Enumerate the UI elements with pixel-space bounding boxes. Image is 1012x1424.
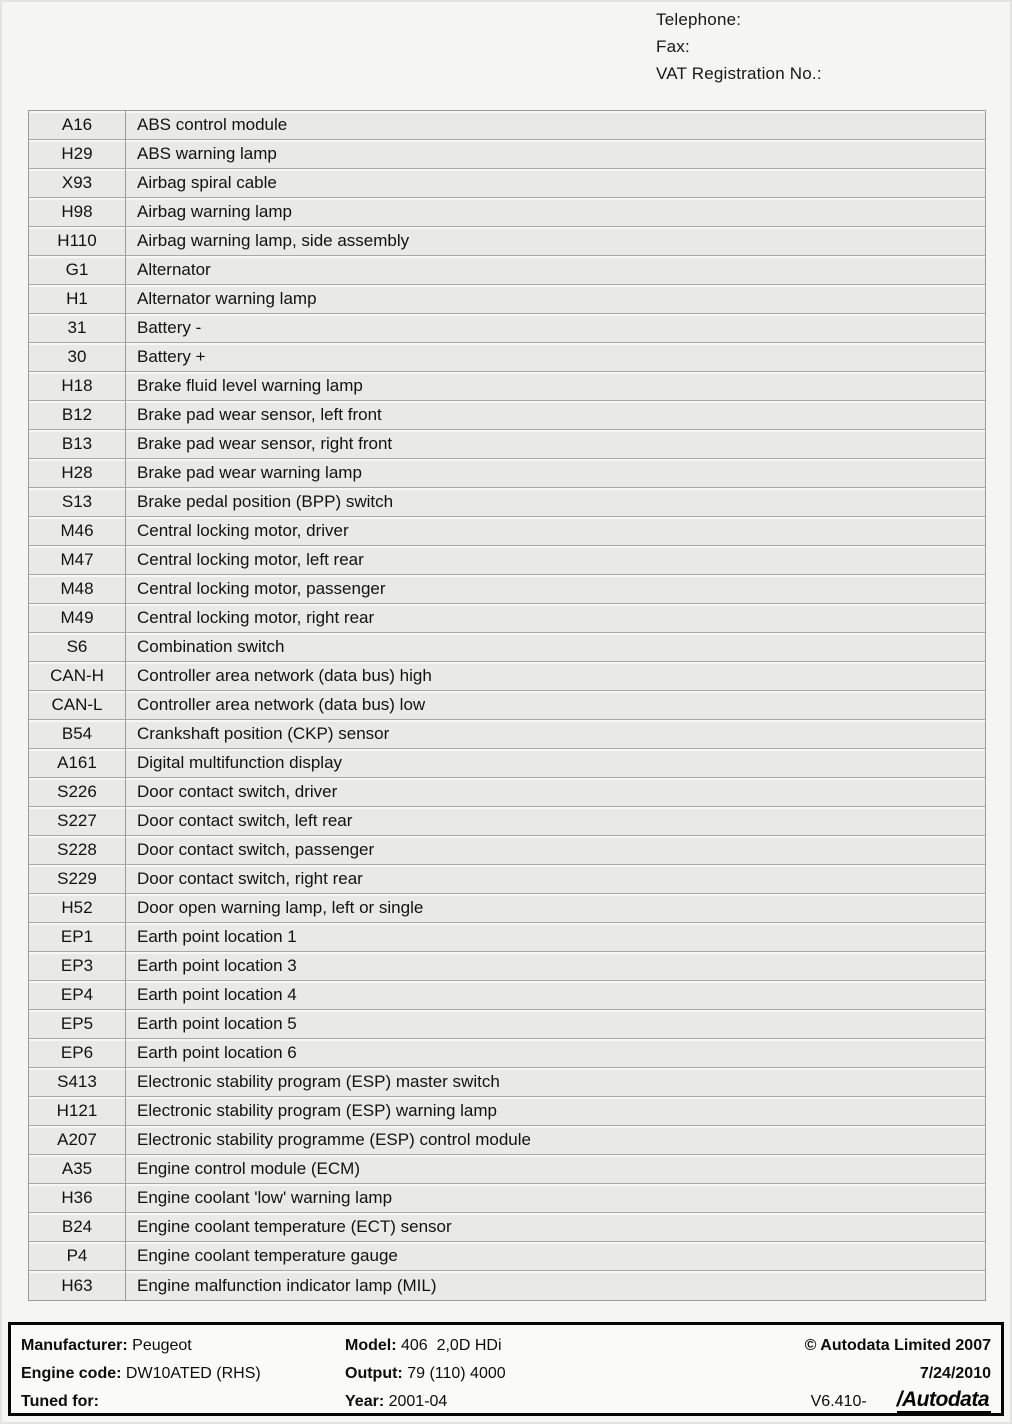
component-code: CAN-L: [29, 691, 126, 719]
component-description: Battery -: [137, 318, 202, 337]
table-row: [29, 1242, 985, 1271]
component-description: Engine coolant 'low' warning lamp: [137, 1188, 393, 1207]
manufacturer-line: [21, 1332, 261, 1360]
year-label: Year:: [345, 1393, 385, 1410]
component-code: B13: [29, 430, 126, 458]
table-row: [29, 923, 985, 952]
component-code: M48: [29, 575, 126, 603]
tuned-for-label: Tuned for:: [21, 1393, 99, 1410]
component-description: Brake pad wear sensor, right front: [137, 434, 393, 453]
model-value: 406 2,0D HDi: [401, 1337, 502, 1354]
component-code: M47: [29, 546, 126, 574]
table-row: [29, 546, 985, 575]
component-description: Door contact switch, left rear: [137, 811, 353, 830]
component-code: H63: [29, 1271, 126, 1300]
component-description: Alternator warning lamp: [137, 289, 317, 308]
component-description: Battery +: [137, 347, 206, 366]
table-row: [29, 836, 985, 865]
component-code: S228: [29, 836, 126, 864]
telephone-label: Telephone:: [656, 10, 742, 29]
output-value: 79 (110) 4000: [407, 1365, 506, 1382]
component-description: Central locking motor, passenger: [137, 579, 386, 598]
table-row: [29, 227, 985, 256]
component-description: ABS control module: [137, 115, 288, 134]
component-code: H1: [29, 285, 126, 313]
component-code: H121: [29, 1097, 126, 1125]
component-description: ABS warning lamp: [137, 144, 277, 163]
table-row: [29, 1155, 985, 1184]
table-row: [29, 169, 985, 198]
version-number: V6.410-: [810, 1393, 867, 1410]
component-description: Central locking motor, right rear: [137, 608, 375, 627]
component-code: P4: [29, 1242, 126, 1270]
table-row: [29, 865, 985, 894]
component-description: Digital multifunction display: [137, 753, 343, 772]
manufacturer-label: Manufacturer:: [21, 1337, 128, 1354]
table-row: [29, 488, 985, 517]
vehicle-info-footer: [8, 1322, 1004, 1416]
component-description: Earth point location 3: [137, 956, 297, 975]
footer-right-column: [805, 1332, 991, 1416]
version-line: [805, 1388, 991, 1416]
engine-code-label: Engine code:: [21, 1365, 122, 1382]
component-code: EP1: [29, 923, 126, 951]
print-date: 7/24/2010: [919, 1365, 991, 1382]
component-description: Electronic stability program (ESP) warning lamp: [137, 1101, 497, 1120]
component-description: Engine coolant temperature gauge: [137, 1246, 398, 1265]
component-code: 30: [29, 343, 126, 371]
table-row: [29, 1097, 985, 1126]
component-code: H98: [29, 198, 126, 226]
component-code: H52: [29, 894, 126, 922]
table-row: [29, 401, 985, 430]
component-code: S6: [29, 633, 126, 661]
table-row: [29, 1010, 985, 1039]
year-line: [345, 1388, 506, 1416]
component-description: Central locking motor, left rear: [137, 550, 364, 569]
component-code: A161: [29, 749, 126, 777]
tuned-for-line: [21, 1388, 261, 1416]
table-row: [29, 1068, 985, 1097]
component-code: H28: [29, 459, 126, 487]
component-description: Earth point location 1: [137, 927, 297, 946]
output-label: Output:: [345, 1365, 403, 1382]
table-row: [29, 894, 985, 923]
model-label: Model:: [345, 1337, 397, 1354]
table-row: [29, 807, 985, 836]
component-description: Brake pad wear warning lamp: [137, 463, 362, 482]
component-code: M46: [29, 517, 126, 545]
footer-middle-column: [345, 1332, 506, 1416]
vat-registration-label: VAT Registration No.:: [656, 64, 822, 83]
component-code: S226: [29, 778, 126, 806]
component-description: Airbag spiral cable: [137, 173, 277, 192]
table-row: [29, 720, 985, 749]
component-description: Combination switch: [137, 637, 285, 656]
component-code: CAN-H: [29, 662, 126, 690]
component-table-body: [29, 111, 985, 1300]
component-description: Engine malfunction indicator lamp (MIL): [137, 1275, 437, 1295]
table-row: [29, 198, 985, 227]
component-code: B12: [29, 401, 126, 429]
table-row: [29, 1213, 985, 1242]
component-description: Earth point location 5: [137, 1014, 297, 1033]
table-row: [29, 575, 985, 604]
table-row: [29, 256, 985, 285]
component-description: Earth point location 4: [137, 985, 297, 1004]
component-description: Door contact switch, right rear: [137, 869, 363, 888]
component-description: Engine control module (ECM): [137, 1159, 360, 1178]
table-row: [29, 633, 985, 662]
component-code: S13: [29, 488, 126, 516]
table-row: [29, 1039, 985, 1068]
table-row: [29, 111, 985, 140]
contact-header: [656, 6, 822, 87]
component-code: H18: [29, 372, 126, 400]
table-row: [29, 662, 985, 691]
component-code: A16: [29, 111, 126, 139]
component-description: Controller area network (data bus) high: [137, 666, 432, 685]
table-row: [29, 1126, 985, 1155]
year-value: 2001-04: [388, 1393, 448, 1410]
table-row: [29, 459, 985, 488]
table-row: [29, 691, 985, 720]
component-description: Engine coolant temperature (ECT) sensor: [137, 1217, 452, 1236]
component-description: Airbag warning lamp: [137, 202, 292, 221]
component-description: Earth point location 6: [137, 1043, 297, 1062]
table-row: [29, 749, 985, 778]
component-code: S229: [29, 865, 126, 893]
component-code: H36: [29, 1184, 126, 1212]
component-description: Brake pad wear sensor, left front: [137, 405, 382, 424]
table-row: [29, 1184, 985, 1213]
table-row: [29, 981, 985, 1010]
component-code: EP3: [29, 952, 126, 980]
manufacturer-value: Peugeot: [132, 1337, 192, 1354]
component-description: Electronic stability program (ESP) master switch: [137, 1072, 500, 1091]
component-description: Brake fluid level warning lamp: [137, 376, 363, 395]
component-description: Brake pedal position (BPP) switch: [137, 492, 394, 511]
component-code: G1: [29, 256, 126, 284]
copyright-text: © Autodata Limited 2007: [804, 1337, 991, 1354]
table-row: [29, 778, 985, 807]
component-description: Crankshaft position (CKP) sensor: [137, 724, 390, 743]
component-code: X93: [29, 169, 126, 197]
engine-code-line: [21, 1360, 261, 1388]
component-code: A207: [29, 1126, 126, 1154]
engine-code-value: DW10ATED (RHS): [125, 1365, 261, 1382]
table-row: [29, 140, 985, 169]
table-row: [29, 1271, 985, 1300]
table-row: [29, 285, 985, 314]
component-code: EP4: [29, 981, 126, 1009]
component-code: H29: [29, 140, 126, 168]
component-code: S227: [29, 807, 126, 835]
footer-left-column: [21, 1332, 261, 1416]
component-key-table: [28, 110, 986, 1301]
fax-label: Fax:: [656, 37, 690, 56]
component-code: EP6: [29, 1039, 126, 1067]
component-code: H110: [29, 227, 126, 255]
table-row: [29, 343, 985, 372]
component-code: EP5: [29, 1010, 126, 1038]
model-line: [345, 1332, 506, 1360]
component-description: Electronic stability programme (ESP) control module: [137, 1130, 531, 1149]
component-code: B54: [29, 720, 126, 748]
table-row: [29, 517, 985, 546]
component-code: 31: [29, 314, 126, 342]
component-description: Central locking motor, driver: [137, 521, 349, 540]
output-line: [345, 1360, 506, 1388]
component-description: Alternator: [137, 260, 211, 279]
component-code: A35: [29, 1155, 126, 1183]
table-row: [29, 372, 985, 401]
table-row: [29, 430, 985, 459]
table-row: [29, 952, 985, 981]
component-description: Door contact switch, passenger: [137, 840, 375, 859]
component-description: Door contact switch, driver: [137, 782, 338, 801]
component-code: M49: [29, 604, 126, 632]
component-description: Door open warning lamp, left or single: [137, 898, 424, 917]
component-code: S413: [29, 1068, 126, 1096]
table-row: [29, 604, 985, 633]
component-description: Controller area network (data bus) low: [137, 695, 426, 714]
table-row: [29, 314, 985, 343]
component-code: B24: [29, 1213, 126, 1241]
autodata-logo: /Autodata: [897, 1389, 991, 1416]
component-description: Airbag warning lamp, side assembly: [137, 231, 410, 250]
